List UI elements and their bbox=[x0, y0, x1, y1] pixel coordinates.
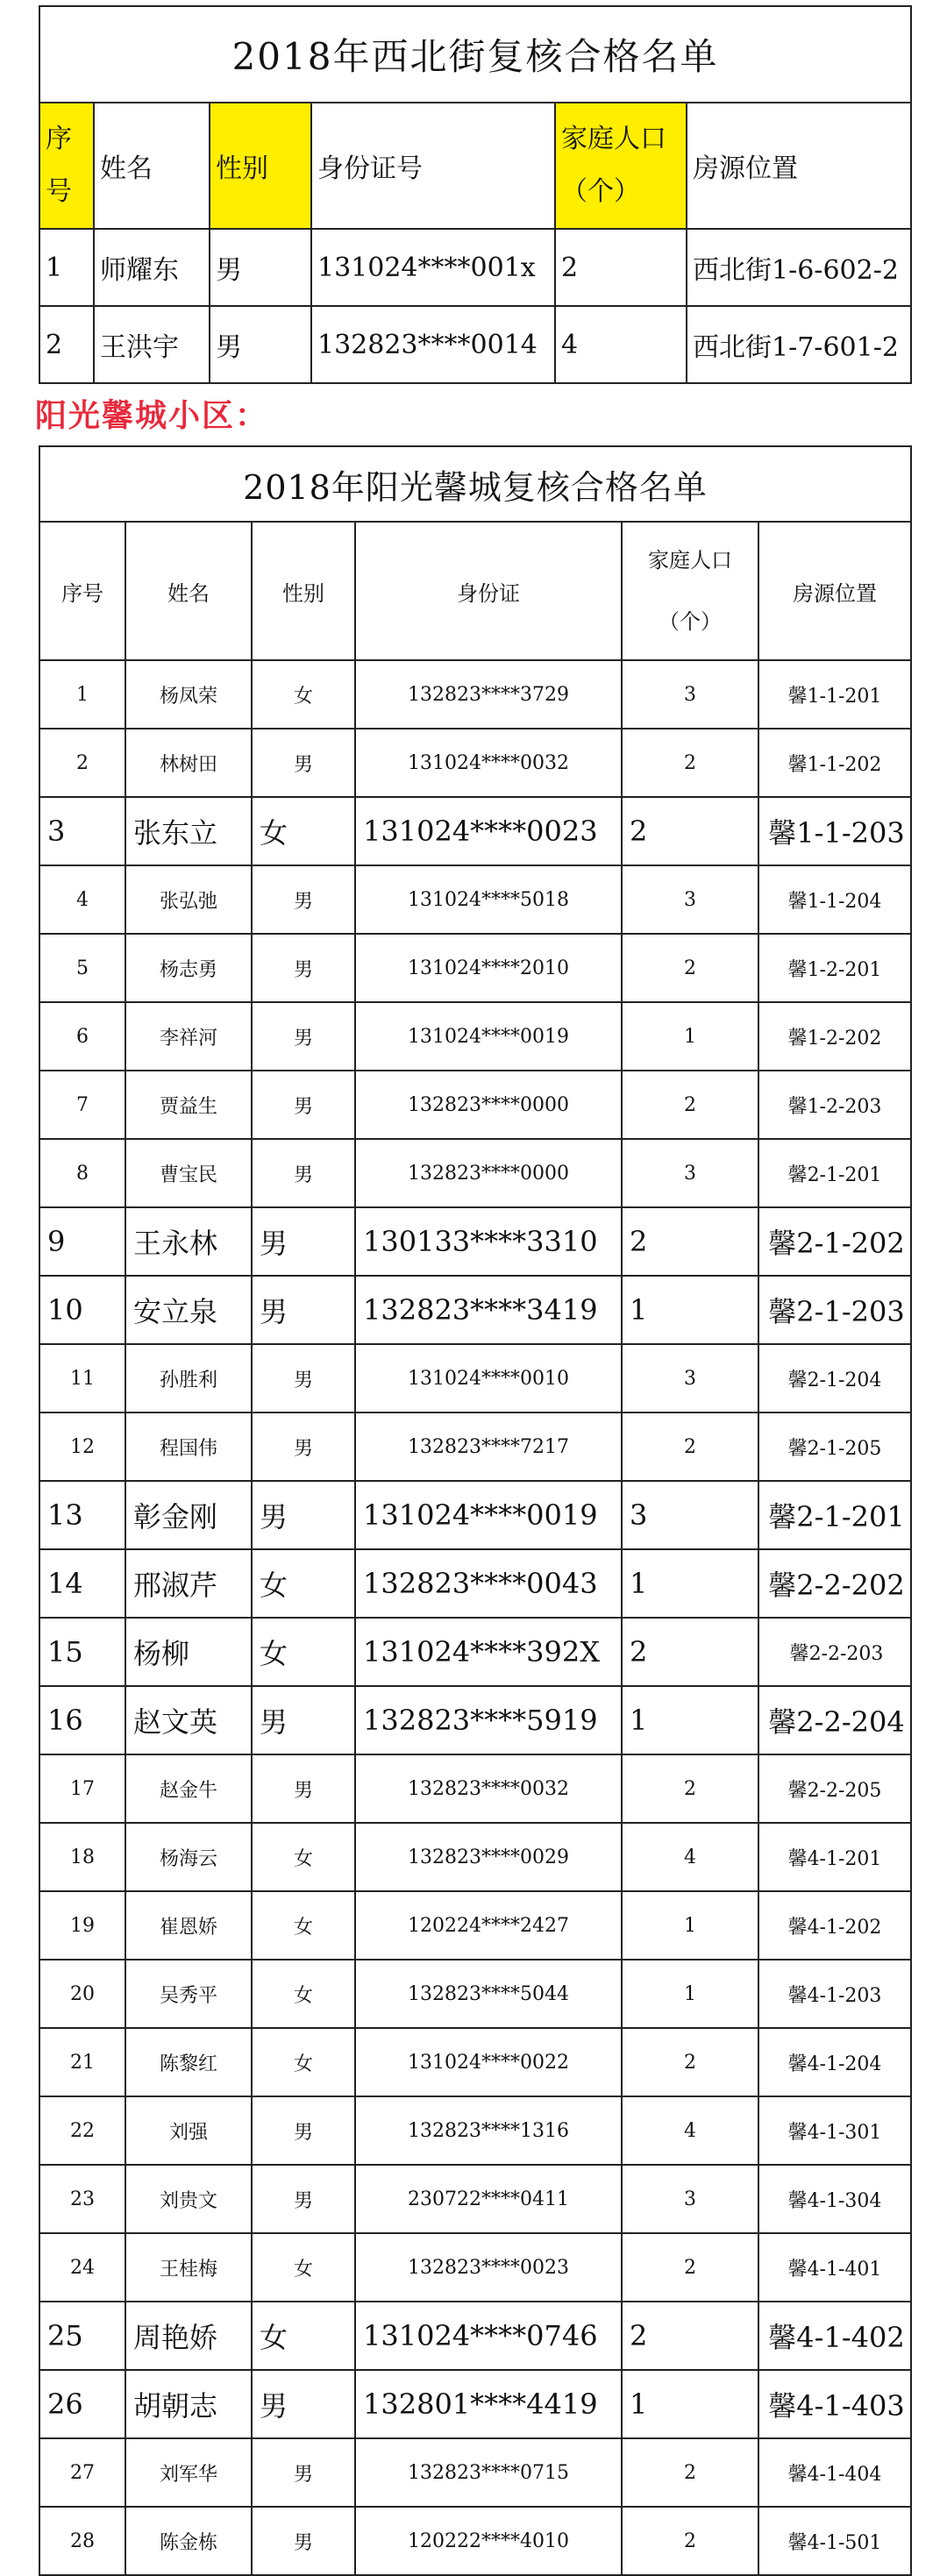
cell-name: 陈金栋 bbox=[125, 2507, 252, 2575]
cell-family: 2 bbox=[622, 1618, 758, 1686]
table-row bbox=[39, 865, 911, 934]
cell-seq: 6 bbox=[39, 1002, 125, 1071]
cell-id: 131024****0019 bbox=[355, 1002, 622, 1071]
cell-seq: 13 bbox=[39, 1481, 125, 1549]
cell-location: 馨2-1-203 bbox=[758, 1276, 911, 1344]
cell-seq: 4 bbox=[39, 865, 125, 934]
cell-seq: 20 bbox=[39, 1960, 125, 2028]
cell-id: 132823****3729 bbox=[355, 660, 622, 729]
cell-name: 杨海云 bbox=[125, 1823, 252, 1891]
table-row bbox=[39, 1413, 911, 1481]
cell-id: 131024****0746 bbox=[355, 2302, 622, 2370]
cell-family: 1 bbox=[622, 1960, 758, 2028]
cell-sex: 女 bbox=[252, 1960, 355, 2028]
table-row bbox=[39, 1002, 911, 1071]
cell-seq: 24 bbox=[39, 2233, 125, 2302]
cell-location: 馨4-1-202 bbox=[758, 1891, 911, 1960]
cell-location: 馨1-1-204 bbox=[758, 865, 911, 934]
cell-name: 赵文英 bbox=[125, 1686, 252, 1754]
cell-location: 西北街1-7-601-2 bbox=[687, 306, 911, 383]
cell-sex: 男 bbox=[252, 2507, 355, 2575]
cell-family: 1 bbox=[622, 1686, 758, 1754]
cell-name: 程国伟 bbox=[125, 1413, 252, 1481]
cell-location: 馨1-1-203 bbox=[758, 797, 911, 865]
cell-location: 馨2-1-205 bbox=[758, 1413, 911, 1481]
cell-sex: 男 bbox=[252, 1071, 355, 1139]
cell-sex: 男 bbox=[252, 1207, 355, 1276]
cell-name: 张东立 bbox=[125, 797, 252, 865]
header-row bbox=[39, 103, 911, 229]
cell-family: 1 bbox=[622, 1002, 758, 1071]
cell-id: 132823****0000 bbox=[355, 1071, 622, 1139]
cell-name: 李祥河 bbox=[125, 1002, 252, 1071]
table-row bbox=[39, 2096, 911, 2165]
cell-id: 132823****1316 bbox=[355, 2096, 622, 2165]
cell-location: 馨2-2-203 bbox=[758, 1618, 911, 1686]
cell-sex: 男 bbox=[210, 306, 311, 383]
cell-family: 4 bbox=[622, 1823, 758, 1891]
cell-family: 2 bbox=[622, 1071, 758, 1139]
cell-seq: 10 bbox=[39, 1276, 125, 1344]
cell-family: 2 bbox=[622, 2302, 758, 2370]
cell-sex: 男 bbox=[252, 1413, 355, 1481]
cell-name: 赵金牛 bbox=[125, 1754, 252, 1823]
cell-name: 林树田 bbox=[125, 729, 252, 797]
xibei-street-table bbox=[39, 5, 912, 384]
cell-name: 刘贵文 bbox=[125, 2165, 252, 2233]
cell-sex: 女 bbox=[252, 660, 355, 729]
cell-seq: 12 bbox=[39, 1413, 125, 1481]
cell-location: 馨4-1-404 bbox=[758, 2438, 911, 2507]
table-row bbox=[39, 2165, 911, 2233]
cell-sex: 男 bbox=[252, 1686, 355, 1754]
cell-location: 馨4-1-401 bbox=[758, 2233, 911, 2302]
cell-family: 2 bbox=[622, 729, 758, 797]
cell-seq: 8 bbox=[39, 1139, 125, 1207]
cell-name: 刘军华 bbox=[125, 2438, 252, 2507]
cell-sex: 男 bbox=[252, 1481, 355, 1549]
cell-id: 131024****0010 bbox=[355, 1344, 622, 1413]
table-row bbox=[39, 1686, 911, 1754]
table-row bbox=[39, 2438, 911, 2507]
table-row bbox=[39, 1276, 911, 1344]
cell-sex: 男 bbox=[252, 2370, 355, 2438]
cell-id: 131024****0023 bbox=[355, 797, 622, 865]
cell-name: 安立泉 bbox=[125, 1276, 252, 1344]
cell-seq: 28 bbox=[39, 2507, 125, 2575]
cell-id: 120224****2427 bbox=[355, 1891, 622, 1960]
cell-family: 2 bbox=[622, 1754, 758, 1823]
cell-name: 孙胜利 bbox=[125, 1344, 252, 1413]
cell-name: 陈黎红 bbox=[125, 2028, 252, 2096]
cell-family: 2 bbox=[622, 2028, 758, 2096]
cell-family: 4 bbox=[622, 2096, 758, 2165]
cell-name: 王桂梅 bbox=[125, 2233, 252, 2302]
cell-name: 杨志勇 bbox=[125, 934, 252, 1002]
cell-seq: 15 bbox=[39, 1618, 125, 1686]
cell-name: 王永林 bbox=[125, 1207, 252, 1276]
cell-id: 230722****0411 bbox=[355, 2165, 622, 2233]
cell-family: 3 bbox=[622, 1481, 758, 1549]
cell-family: 1 bbox=[622, 1891, 758, 1960]
cell-id: 132801****4419 bbox=[355, 2370, 622, 2438]
cell-sex: 男 bbox=[252, 2165, 355, 2233]
cell-location: 馨2-2-205 bbox=[758, 1754, 911, 1823]
cell-id: 132823****0032 bbox=[355, 1754, 622, 1823]
cell-id: 131024****001x bbox=[311, 229, 555, 306]
cell-sex: 女 bbox=[252, 1549, 355, 1618]
table-row bbox=[39, 1823, 911, 1891]
section-heading: 阳光馨城小区： bbox=[35, 398, 269, 434]
header-location: 房源位置 bbox=[758, 522, 911, 660]
yangguang-xincheng-table bbox=[39, 445, 912, 2576]
table-row bbox=[39, 1071, 911, 1139]
cell-seq: 7 bbox=[39, 1071, 125, 1139]
cell-location: 馨4-1-203 bbox=[758, 1960, 911, 2028]
cell-sex: 女 bbox=[252, 2302, 355, 2370]
cell-id: 132823****5044 bbox=[355, 1960, 622, 2028]
cell-seq: 17 bbox=[39, 1754, 125, 1823]
cell-location: 馨2-1-204 bbox=[758, 1344, 911, 1413]
cell-id: 131024****2010 bbox=[355, 934, 622, 1002]
cell-id: 131024****0032 bbox=[355, 729, 622, 797]
cell-family: 3 bbox=[622, 1344, 758, 1413]
cell-location: 馨1-2-202 bbox=[758, 1002, 911, 1071]
header-sex: 性别 bbox=[252, 522, 355, 660]
table-row bbox=[39, 660, 911, 729]
cell-seq: 11 bbox=[39, 1344, 125, 1413]
table-row bbox=[39, 934, 911, 1002]
cell-location: 西北街1-6-602-2 bbox=[687, 229, 911, 306]
header-seq: 序号 bbox=[39, 522, 125, 660]
cell-location: 馨1-1-202 bbox=[758, 729, 911, 797]
cell-location: 馨4-1-201 bbox=[758, 1823, 911, 1891]
cell-location: 馨4-1-501 bbox=[758, 2507, 911, 2575]
cell-family: 1 bbox=[622, 1276, 758, 1344]
cell-id: 120222****4010 bbox=[355, 2507, 622, 2575]
cell-location: 馨1-2-201 bbox=[758, 934, 911, 1002]
cell-seq: 1 bbox=[39, 229, 94, 306]
cell-id: 132823****3419 bbox=[355, 1276, 622, 1344]
cell-location: 馨4-1-402 bbox=[758, 2302, 911, 2370]
header-id: 身份证号 bbox=[311, 103, 555, 229]
cell-seq: 3 bbox=[39, 797, 125, 865]
cell-family: 3 bbox=[622, 2165, 758, 2233]
cell-location: 馨2-1-202 bbox=[758, 1207, 911, 1276]
table-row bbox=[39, 1344, 911, 1413]
cell-id: 130133****3310 bbox=[355, 1207, 622, 1276]
cell-seq: 5 bbox=[39, 934, 125, 1002]
table-row bbox=[39, 229, 911, 306]
table-row bbox=[39, 2370, 911, 2438]
cell-family: 2 bbox=[622, 797, 758, 865]
header-id: 身份证 bbox=[355, 522, 622, 660]
cell-id: 131024****392X bbox=[355, 1618, 622, 1686]
cell-seq: 2 bbox=[39, 729, 125, 797]
header-family: 家庭人口 （个） bbox=[622, 522, 758, 660]
header-sex: 性别 bbox=[210, 103, 311, 229]
cell-sex: 男 bbox=[252, 1276, 355, 1344]
cell-family: 3 bbox=[622, 865, 758, 934]
cell-seq: 2 bbox=[39, 306, 94, 383]
cell-seq: 27 bbox=[39, 2438, 125, 2507]
header-name: 姓名 bbox=[125, 522, 252, 660]
cell-sex: 男 bbox=[252, 2096, 355, 2165]
cell-location: 馨4-1-301 bbox=[758, 2096, 911, 2165]
table-row bbox=[39, 306, 911, 383]
cell-location: 馨2-1-201 bbox=[758, 1481, 911, 1549]
header-name: 姓名 bbox=[94, 103, 210, 229]
cell-seq: 18 bbox=[39, 1823, 125, 1891]
cell-sex: 女 bbox=[252, 1823, 355, 1891]
header-row bbox=[39, 522, 911, 660]
cell-sex: 女 bbox=[252, 1891, 355, 1960]
cell-name: 崔恩娇 bbox=[125, 1891, 252, 1960]
cell-id: 132823****0000 bbox=[355, 1139, 622, 1207]
cell-family: 1 bbox=[622, 1549, 758, 1618]
header-location: 房源位置 bbox=[687, 103, 911, 229]
cell-location: 馨1-2-203 bbox=[758, 1071, 911, 1139]
table-row bbox=[39, 1618, 911, 1686]
cell-name: 彰金刚 bbox=[125, 1481, 252, 1549]
cell-id: 132823****5919 bbox=[355, 1686, 622, 1754]
cell-seq: 26 bbox=[39, 2370, 125, 2438]
header-family: 家庭人口 （个） bbox=[555, 103, 687, 229]
cell-family: 2 bbox=[555, 229, 687, 306]
table-title: 2018年阳光馨城复核合格名单 bbox=[39, 446, 911, 522]
cell-id: 132823****0715 bbox=[355, 2438, 622, 2507]
cell-location: 馨4-1-403 bbox=[758, 2370, 911, 2438]
header-seq: 序 号 bbox=[39, 103, 94, 229]
cell-seq: 1 bbox=[39, 660, 125, 729]
cell-name: 曹宝民 bbox=[125, 1139, 252, 1207]
cell-location: 馨4-1-304 bbox=[758, 2165, 911, 2233]
table-row bbox=[39, 797, 911, 865]
cell-family: 2 bbox=[622, 1207, 758, 1276]
cell-family: 3 bbox=[622, 660, 758, 729]
table-row bbox=[39, 1139, 911, 1207]
table-row bbox=[39, 729, 911, 797]
cell-sex: 男 bbox=[210, 229, 311, 306]
cell-sex: 男 bbox=[252, 1139, 355, 1207]
cell-id: 131024****5018 bbox=[355, 865, 622, 934]
cell-sex: 男 bbox=[252, 2438, 355, 2507]
cell-seq: 25 bbox=[39, 2302, 125, 2370]
cell-location: 馨1-1-201 bbox=[758, 660, 911, 729]
cell-sex: 女 bbox=[252, 2233, 355, 2302]
cell-sex: 女 bbox=[252, 2028, 355, 2096]
cell-family: 2 bbox=[622, 2233, 758, 2302]
cell-name: 邢淑芹 bbox=[125, 1549, 252, 1618]
cell-name: 王洪宇 bbox=[94, 306, 210, 383]
table-row bbox=[39, 1549, 911, 1618]
cell-family: 2 bbox=[622, 934, 758, 1002]
table-row bbox=[39, 2028, 911, 2096]
table-row bbox=[39, 2302, 911, 2370]
cell-family: 3 bbox=[622, 1139, 758, 1207]
cell-seq: 14 bbox=[39, 1549, 125, 1618]
cell-seq: 22 bbox=[39, 2096, 125, 2165]
cell-seq: 19 bbox=[39, 1891, 125, 1960]
table-row bbox=[39, 1481, 911, 1549]
table-row bbox=[39, 2507, 911, 2575]
table-row bbox=[39, 1754, 911, 1823]
cell-name: 杨柳 bbox=[125, 1618, 252, 1686]
cell-family: 4 bbox=[555, 306, 687, 383]
table-row bbox=[39, 2233, 911, 2302]
cell-location: 馨2-1-201 bbox=[758, 1139, 911, 1207]
table-title: 2018年西北街复核合格名单 bbox=[39, 6, 911, 103]
cell-name: 胡朝志 bbox=[125, 2370, 252, 2438]
cell-family: 2 bbox=[622, 2507, 758, 2575]
cell-location: 馨4-1-204 bbox=[758, 2028, 911, 2096]
table-row bbox=[39, 1960, 911, 2028]
cell-seq: 9 bbox=[39, 1207, 125, 1276]
cell-name: 周艳娇 bbox=[125, 2302, 252, 2370]
table-row bbox=[39, 1891, 911, 1960]
cell-sex: 男 bbox=[252, 729, 355, 797]
cell-id: 132823****0029 bbox=[355, 1823, 622, 1891]
cell-location: 馨2-2-204 bbox=[758, 1686, 911, 1754]
cell-id: 132823****0023 bbox=[355, 2233, 622, 2302]
cell-name: 师耀东 bbox=[94, 229, 210, 306]
cell-id: 132823****7217 bbox=[355, 1413, 622, 1481]
cell-name: 吴秀平 bbox=[125, 1960, 252, 2028]
cell-id: 131024****0022 bbox=[355, 2028, 622, 2096]
cell-seq: 23 bbox=[39, 2165, 125, 2233]
cell-sex: 男 bbox=[252, 1002, 355, 1071]
cell-seq: 21 bbox=[39, 2028, 125, 2096]
cell-sex: 男 bbox=[252, 1754, 355, 1823]
cell-sex: 男 bbox=[252, 865, 355, 934]
cell-name: 刘强 bbox=[125, 2096, 252, 2165]
cell-id: 131024****0019 bbox=[355, 1481, 622, 1549]
cell-id: 132823****0043 bbox=[355, 1549, 622, 1618]
cell-sex: 男 bbox=[252, 1344, 355, 1413]
table-body bbox=[39, 660, 911, 2575]
cell-name: 杨凤荣 bbox=[125, 660, 252, 729]
cell-seq: 16 bbox=[39, 1686, 125, 1754]
cell-family: 2 bbox=[622, 2438, 758, 2507]
cell-name: 贾益生 bbox=[125, 1071, 252, 1139]
cell-sex: 女 bbox=[252, 797, 355, 865]
cell-location: 馨2-2-202 bbox=[758, 1549, 911, 1618]
cell-sex: 女 bbox=[252, 1618, 355, 1686]
cell-family: 1 bbox=[622, 2370, 758, 2438]
cell-family: 2 bbox=[622, 1413, 758, 1481]
table-row bbox=[39, 1207, 911, 1276]
cell-sex: 男 bbox=[252, 934, 355, 1002]
cell-name: 张弘弛 bbox=[125, 865, 252, 934]
cell-id: 132823****0014 bbox=[311, 306, 555, 383]
